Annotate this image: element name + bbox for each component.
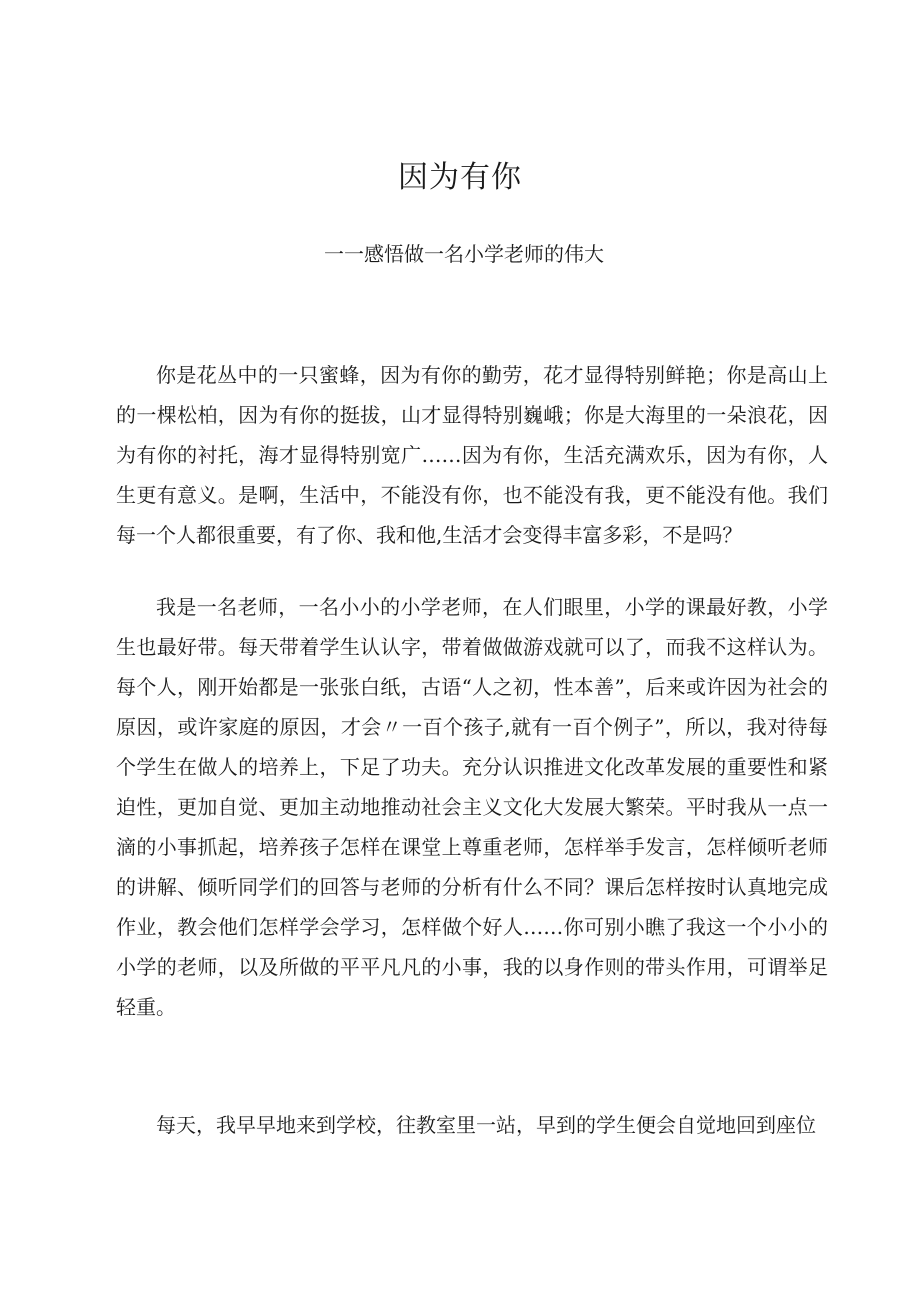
- paragraph-3: 每天，我早早地来到学校，往教室里一站，早到的学生便会自觉地回到座位: [156, 1113, 816, 1137]
- paragraph-2: 我是一名老师，一名小小的小学老师，在人们眼里，小学的课最好教，小学生也最好带。每天带着学生认认字，带着做做游戏就可以了，而我不这样认为。每个人，刚开始都是一张张白纸，古语“人之初，性本善”，后来或许因为社会的原因，或许家庭的原因，才会〃一百个孩子,就有一百个例子”，所以，我对待每个学生在做人的培养上，下足了功夫。充分认识推进文化改革发展的重要性和紧迫性，更加自觉、更加主动地推动社会主义文化大发展大繁荣。平时我从一点一滴的小事抓起，培养孩子怎样在课堂上尊重老师，怎样举手发言，怎样倾听老师的讲解、倾听同学们的回答与老师的分析有什么不同？课后怎样按时认真地完成作业，教会他们怎样学会学习，怎样做个好人……你可别小瞧了我这一个小小的小学的老师，以及所做的平平凡凡的小事，我的以身作则的带头作用，可谓举足轻重。: [116, 595, 828, 1019]
- document-subtitle: 一一感悟做一名小学老师的伟大: [324, 242, 604, 266]
- document-title: 因为有你: [398, 160, 522, 195]
- paragraph-1: 你是花丛中的一只蜜蜂，因为有你的勤劳，花才显得特别鲜艳；你是高山上的一棵松柏，因为有你的挺拔，山才显得特别巍峨；你是大海里的一朵浪花，因为有你的衬托，海才显得特别宽广……因为有你，生活充满欢乐，因为有你，人生更有意义。是啊，生活中，不能没有你，也不能没有我，更不能没有他。我们每一个人都很重要，有了你、我和他,生活才会变得丰富多彩，不是吗？: [116, 363, 828, 547]
